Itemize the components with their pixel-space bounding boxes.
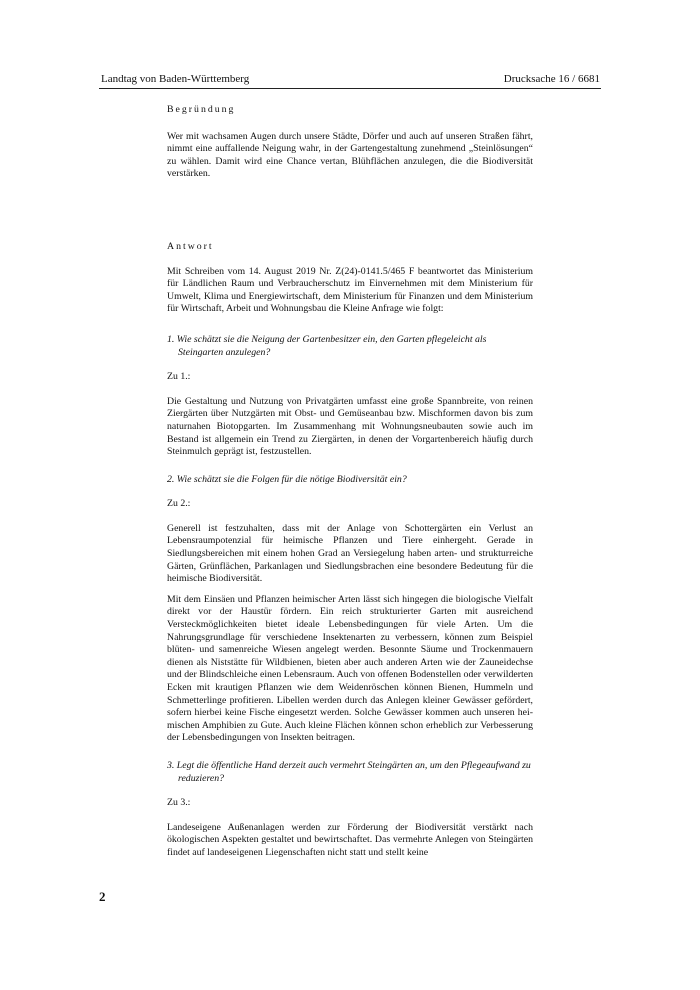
answer-2-part-1: Generell ist festzuhalten, dass mit der Anlage von Schottergärten ein Verlust an Lebensraumpotenzial für heimische Pflanzen und Tiere einhergeht. Gerade in Siedlungsbereichen mit einem hohen Grad an Versiegelung haben arten- und strukturreiche Gärten, Grünflächen, Parkanlagen und Siedlungsbrachen eine besondere Bedeutung für die heimische Biodiversität.	[167, 522, 533, 585]
zu-1-label: Zu 1.:	[167, 371, 191, 383]
header-document-number: Drucksache 16 / 6681	[503, 73, 600, 85]
header-parliament: Landtag von Baden-Württemberg	[101, 73, 250, 85]
answer-3: Landeseigene Außenanlagen werden zur Förderung der Biodiversität verstärkt nach ökologischen Aspekten gestaltet und bewirtschaftet. Das vermehrte Anlegen von Steingärten findet auf landeseigenen Liegenschaften nicht statt und stellt keine	[167, 821, 533, 858]
page-header	[99, 72, 601, 89]
zu-2-label: Zu 2.:	[167, 498, 191, 510]
page-number: 2	[99, 889, 106, 904]
question-2: 2. Wie schätzt sie die Folgen für die nötige Biodiversität ein?	[167, 473, 407, 485]
answer-1: Die Gestaltung und Nutzung von Privatgärten umfasst eine große Spannbreite, von reinen Ziergärten über Nutzgärten mit Obst- und Gemüseanbau bzw. Mischformen davon bis zum naturnahen Biotopgarten. Im Zusammenhang mit Wohnungsneubauten sowie auch im Bestand ist allgemein ein Trend zu Ziergärten, in denen der Vorgartenbereich häufig durch Steinmulch geprägt ist, festzustellen.	[167, 395, 533, 458]
question-1: 1. Wie schätzt sie die Neigung der Gartenbesitzer ein, den Garten pflegeleicht als Steingarten anzulegen?	[167, 333, 487, 358]
begruendung-heading: Begründung	[167, 104, 236, 115]
begruendung-text: Wer mit wachsamen Augen durch unsere Städte, Dörfer und auch auf unseren Straßen fährt, nimmt eine auffallende Neigung wahr, in der Gartengestaltung zunehmend „Steinlösungen“ zu wählen. Damit wird eine Chance vertan, Blühflächen anzulegen, die die Biodiversität verstärken.	[167, 130, 533, 180]
zu-3-label: Zu 3.:	[167, 797, 191, 809]
question-3: 3. Legt die öffentliche Hand derzeit auch vermehrt Steingärten an, um den Pflegeaufwand zu reduzieren?	[167, 759, 531, 784]
document-body	[167, 104, 533, 860]
antwort-heading: Antwort	[167, 240, 214, 252]
answer-2-part-2: Mit dem Einsäen und Pflanzen heimischer Arten lässt sich hingegen die biologische Vielfalt direkt vor der Haustür fördern. Ein reich strukturierter Garten mit ausreichend Versteckmöglichkeiten bietet ideale Lebensbedingungen für viele Arten. Um die Nahrungsgrundlage für verschiedene Insektenarten zu verbessern, können zum Beispiel blüten- und samenreiche Wiesen angelegt werden. Besonnte Säume und Trockenmauern dienen als Niststätte für Wildbienen, bieten aber auch anderen Arten wie der Zauneidechse und der Blindschleiche einen Lebensraum. Auch von offenen Bodenstellen oder verwilderten Ecken mit krautigen Pflanzen wie dem Weidenröschen können Bienen, Hummeln und Schmetterlinge profitieren. Libellen werden durch das Anlegen kleiner Gewässer gefördert, sofern hierbei keine Fische eingesetzt werden. Solche Gewässer kommen auch unseren heimischen Amphibien zu Gute. Auch kleine Flächen können schon erheblich zur Verbesserung der Lebensbedingungen von Insekten beitragen.	[167, 593, 533, 744]
antwort-intro: Mit Schreiben vom 14. August 2019 Nr. Z(24)-0141.5/465 F beantwortet das Ministerium für Ländlichen Raum und Verbraucherschutz im Einvernehmen mit dem Ministerium für Umwelt, Klima und Energiewirtschaft, dem Ministerium für Finanzen und dem Ministerium für Wirtschaft, Arbeit und Wohnungsbau die Kleine Anfrage wie folgt:	[167, 265, 533, 315]
